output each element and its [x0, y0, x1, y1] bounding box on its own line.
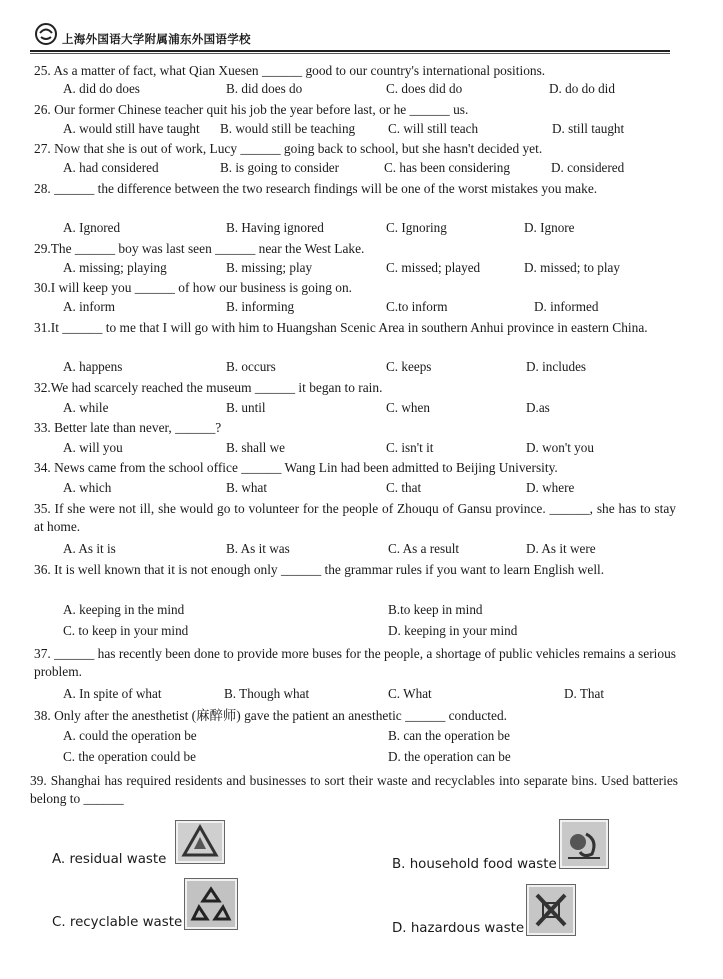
q31-option-c: C. keeps	[386, 359, 432, 374]
q37-option-d: D. That	[564, 686, 605, 701]
q25-option-b: B. did does do	[226, 81, 303, 96]
question-37-stem: 37. ______ has recently been done to provide more buses for the people, a shortage of public vehicles remains a serious problem.	[34, 646, 676, 679]
q28-option-d: D. Ignore	[524, 220, 575, 235]
question-25-stem: 25. As a matter of fact, what Qian Xuesen ______ good to our country's international positions.	[34, 63, 546, 78]
q35-option-d: D. As it were	[526, 541, 596, 556]
q37-option-c: C. What	[388, 686, 432, 701]
q29-option-b: B. missing; play	[226, 260, 313, 275]
recyclable-waste-bin-icon	[184, 878, 238, 930]
q39-option-c: C. recyclable waste	[52, 915, 183, 930]
question-36-stem: 36. It is well known that it is not enough only ______ the grammar rules if you want to learn English well.	[34, 562, 605, 577]
q35-option-b: B. As it was	[226, 541, 290, 556]
q38-option-d: D. the operation can be	[388, 749, 511, 764]
q31-option-d: D. includes	[526, 359, 587, 374]
q26-option-d: D. still taught	[552, 121, 625, 136]
q33-option-d: D. won't you	[526, 440, 594, 455]
q30-option-a: A. inform	[63, 299, 116, 314]
q25-option-c: C. does did do	[386, 81, 463, 96]
q39-option-d: D. hazardous waste	[392, 921, 525, 936]
q25-option-a: A. did do does	[63, 81, 140, 96]
q31-option-a: A. happens	[63, 359, 123, 374]
q27-option-d: D. considered	[551, 160, 625, 175]
q28-option-b: B. Having ignored	[226, 220, 324, 235]
q33-option-b: B. shall we	[226, 440, 285, 455]
q28-option-c: C. Ignoring	[386, 220, 447, 235]
q36-option-c: C. to keep in your mind	[63, 623, 189, 638]
q35-option-a: A. As it is	[63, 541, 116, 556]
q39-option-a: A. residual waste	[52, 852, 167, 867]
question-26-stem: 26. Our former Chinese teacher quit his job the year before last, or he ______ us.	[34, 102, 469, 117]
question-31-stem: 31.It ______ to me that I will go with him to Huangshan Scenic Area in southern Anhui province in eastern China.	[34, 320, 648, 335]
question-39-stem: 39. Shanghai has required residents and businesses to sort their waste and recyclables into separate bins. Used batteries belong to ______	[30, 773, 678, 806]
q33-option-a: A. will you	[63, 440, 123, 455]
question-38-stem: 38. Only after the anesthetist (麻醉师) gave the patient an anesthetic ______ conducted.	[34, 708, 507, 723]
q37-option-b: B. Though what	[224, 686, 310, 701]
q27-option-a: A. had considered	[63, 160, 159, 175]
q30-option-c: C.to inform	[386, 299, 448, 314]
question-28-stem: 28. ______ the difference between the two research findings will be one of the worst mistakes you make.	[34, 181, 598, 196]
question-29-stem: 29.The ______ boy was last seen ______ near the West Lake.	[34, 241, 365, 256]
q29-option-a: A. missing; playing	[63, 260, 167, 275]
hazardous-waste-bin-icon	[526, 884, 576, 936]
question-35-stem: 35. If she were not ill, she would go to volunteer for the people of Zhouqu of Gansu province. ______, she has to stay at home.	[34, 501, 676, 534]
question-33-stem: 33. Better late than never, ______?	[34, 420, 222, 435]
q38-option-b: B. can the operation be	[388, 728, 510, 743]
q38-option-a: A. could the operation be	[63, 728, 197, 743]
q30-option-d: D. informed	[534, 299, 599, 314]
q28-option-a: A. Ignored	[63, 220, 121, 235]
q35-option-c: C. As a result	[388, 541, 460, 556]
q34-option-d: D. where	[526, 480, 575, 495]
q32-option-a: A. while	[63, 400, 109, 415]
q30-option-b: B. informing	[226, 299, 295, 314]
q25-option-d: D. do do did	[549, 81, 615, 96]
q26-option-b: B. would still be teaching	[220, 121, 356, 136]
q29-option-d: D. missed; to play	[524, 260, 620, 275]
q36-option-d: D. keeping in your mind	[388, 623, 518, 638]
q29-option-c: C. missed; played	[386, 260, 481, 275]
school-name: 上海外国语大学附属浦东外国语学校	[62, 32, 251, 46]
q39-option-b: B. household food waste	[392, 857, 557, 872]
q36-option-b: B.to keep in mind	[388, 602, 483, 617]
q33-option-c: C. isn't it	[386, 440, 434, 455]
question-27-stem: 27. Now that she is out of work, Lucy ______ going back to school, but she hasn't decided yet.	[34, 141, 543, 156]
question-30-stem: 30.I will keep you ______ of how our business is going on.	[34, 280, 353, 295]
q32-option-c: C. when	[386, 400, 430, 415]
question-34-stem: 34. News came from the school office ______ Wang Lin had been admitted to Beijing University.	[34, 460, 558, 475]
question-32-stem: 32.We had scarcely reached the museum ______ it began to rain.	[34, 380, 383, 395]
q31-option-b: B. occurs	[226, 359, 276, 374]
q26-option-a: A. would still have taught	[63, 121, 200, 136]
q34-option-b: B. what	[226, 480, 268, 495]
q36-option-a: A. keeping in the mind	[63, 602, 185, 617]
header-rule	[30, 50, 670, 52]
q32-option-d: D.as	[526, 400, 550, 415]
q38-option-c: C. the operation could be	[63, 749, 196, 764]
header-rule-thin	[30, 53, 670, 54]
food-waste-bin-icon	[559, 819, 609, 869]
school-logo-icon	[34, 22, 58, 46]
q27-option-c: C. has been considering	[384, 160, 510, 175]
q34-option-c: C. that	[386, 480, 422, 495]
page-header	[34, 22, 674, 50]
q26-option-c: C. will still teach	[388, 121, 479, 136]
q37-option-a: A. In spite of what	[63, 686, 162, 701]
q34-option-a: A. which	[63, 480, 112, 495]
residual-waste-bin-icon	[175, 820, 225, 864]
q27-option-b: B. is going to consider	[220, 160, 340, 175]
q32-option-b: B. until	[226, 400, 266, 415]
